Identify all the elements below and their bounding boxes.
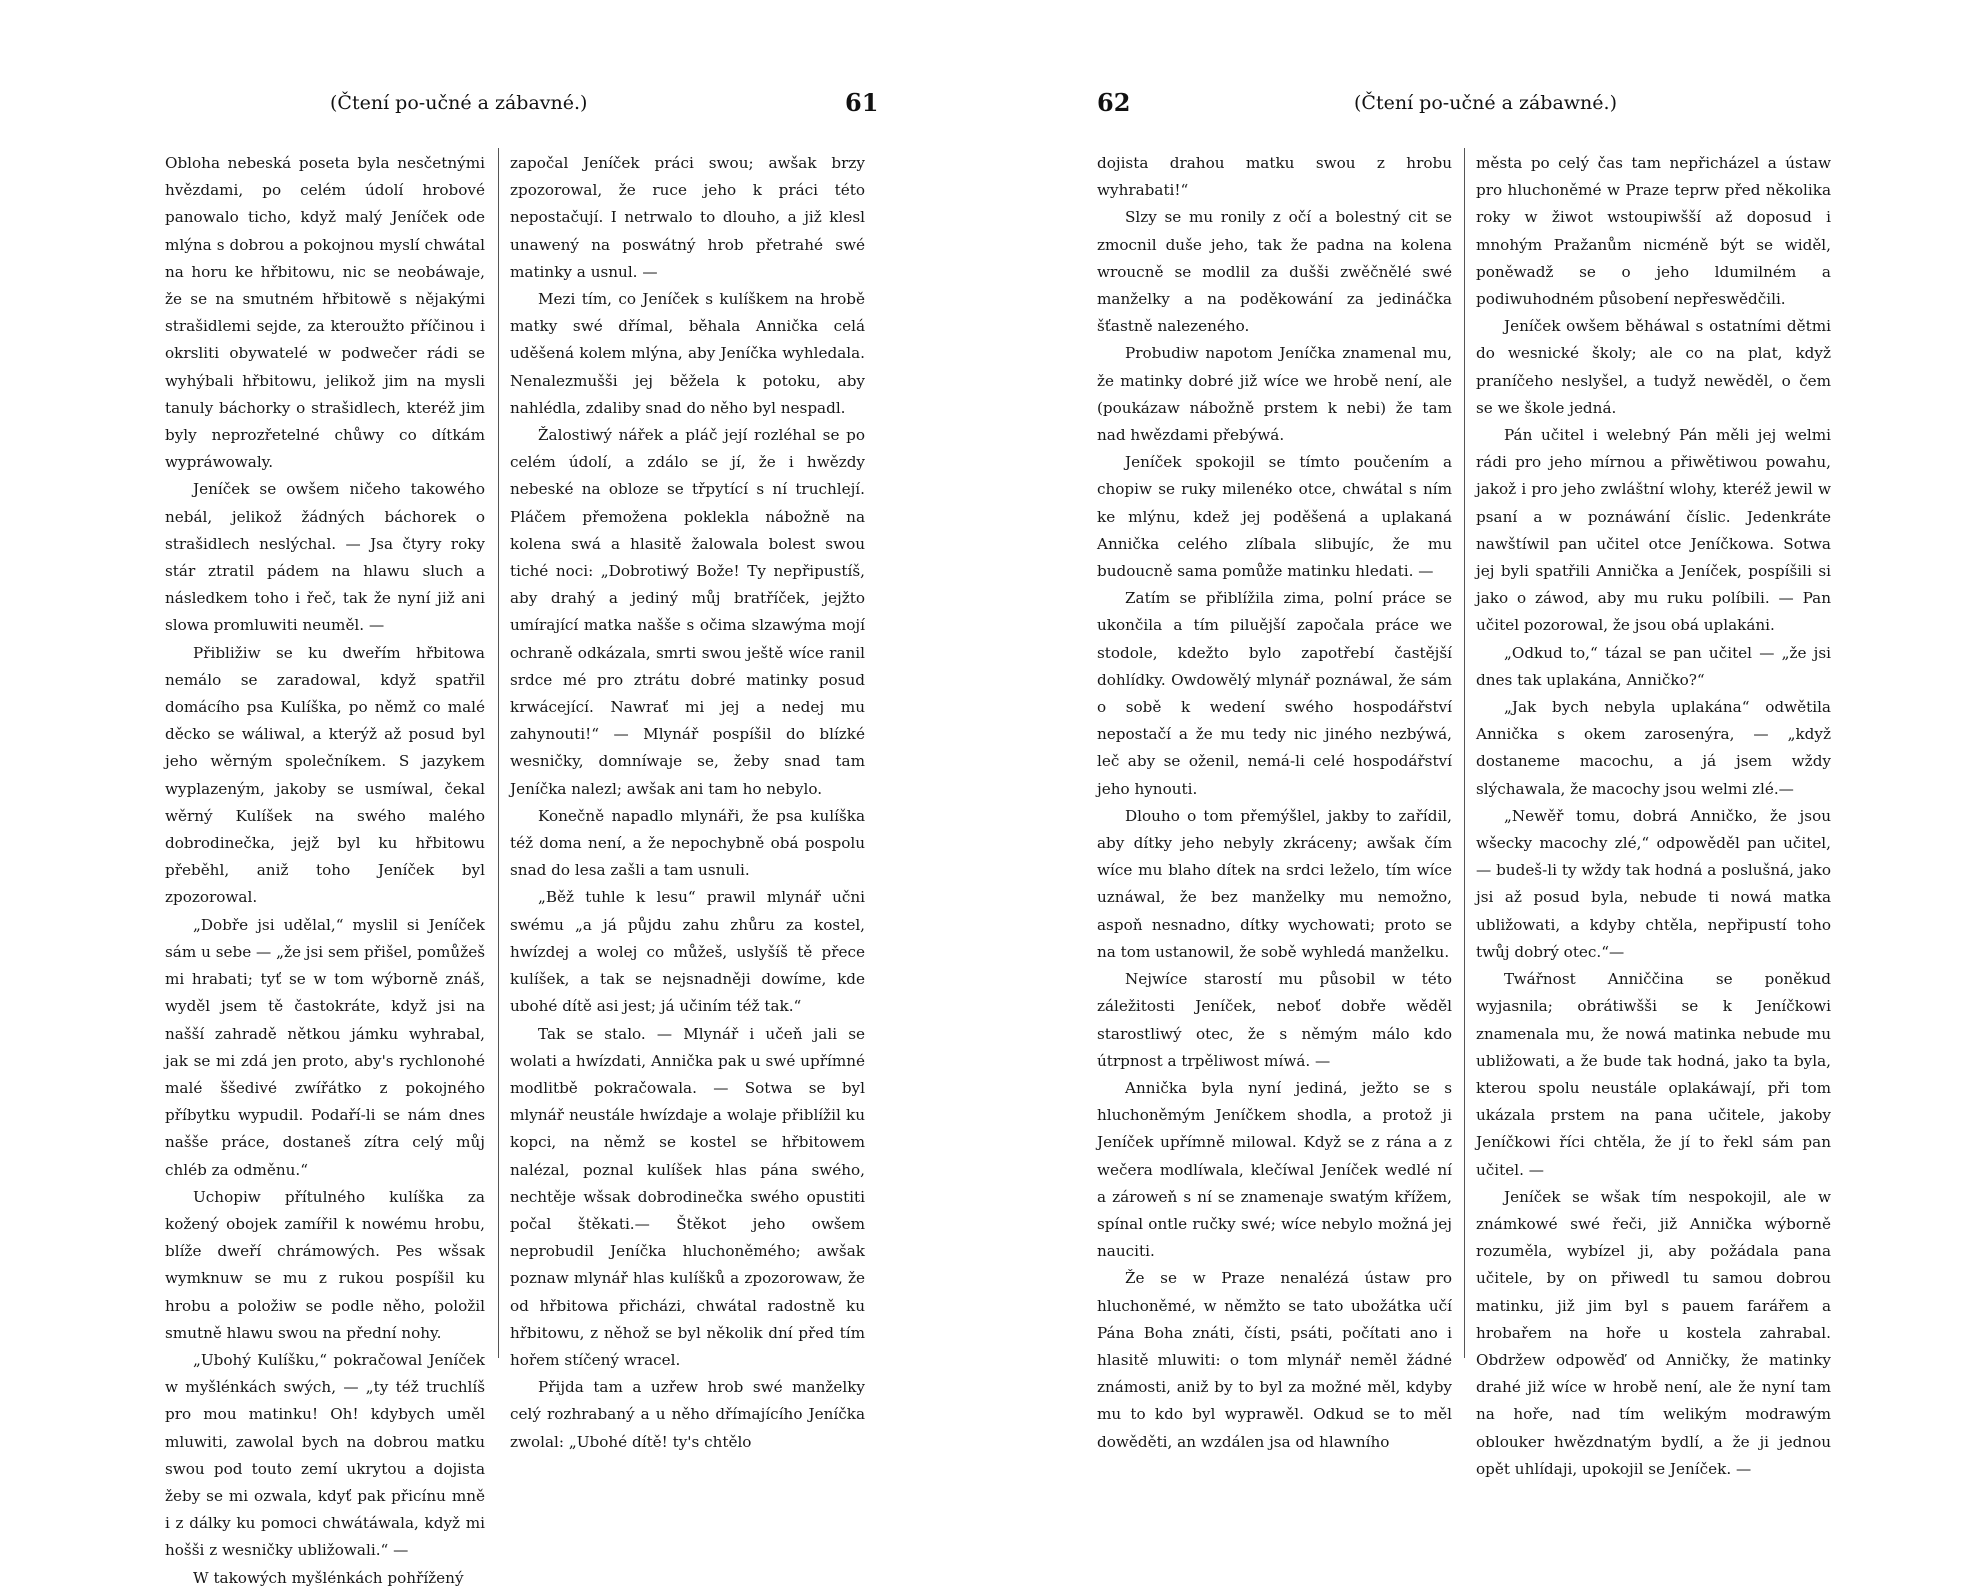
paragraph: Jeníček se owšem ničeho takowého nebál, jelikož žádných báchorek o strašidlech neslýchal. — Jsa čtyry roky stár ztratil pádem na hlawu sluch a následkem toho i řeč, tak že nyní již ani slowa promluwiti neuměl. — <box>165 480 485 635</box>
left-column-1 <box>165 150 485 1592</box>
right-column-1 <box>1097 150 1452 1456</box>
paragraph: Dlouho o tom přemýšlel, jakby to zařídil, aby dítky jeho nebyly zkráceny; awšak čím wíce mu blaho dítek na srdci leželo, tím wíce uznáwal, že bez manželky mu nemožno, aspoň nesnadno, dítky wychowati; proto se na tom ustanowil, že sobě wyhledá manželku. <box>1097 806 1452 961</box>
paragraph: Uchopiw přítulného kulíška za kožený obojek zamířil k nowému hrobu, blíže dweří chrámowých. Pes wšsak wymknuw se mu z rukou pospíšil ku hrobu a položiw se podle něho, položil smutně hlawu swou na přední nohy. <box>165 1187 485 1342</box>
paragraph: Mezi tím, co Jeníček s kulíškem na hrobě matky swé dřímal, běhala Annička celá uděšená kolem mlýna, aby Jeníčka wyhledala. Nenalezmušši jej běžela k potoku, aby nahlédla, zdaliby snad do něho byl nespadl. <box>510 290 865 417</box>
paragraph: Twářnost Anniččina se poněkud wyjasnila; obrátiwšši se k Jeníčkowi znamenala mu, že nowá matinka nebude mu ubližowati, a že bude tak hodná, jako ta byla, kterou spolu neustále oplakáwají, při tom ukázala prstem na pana učitele, jakoby Jeníčkowi říci chtěla, že jí to řekl sám pan učitel. — <box>1476 970 1831 1179</box>
paragraph: „Jak bych nebyla uplakána“ odwětila Annička s okem zarosenýra, — „když dostaneme macochu, a já jsem wždy slýchawala, že macochy jsou welmi zlé.— <box>1476 698 1831 798</box>
paragraph: „Dobře jsi udělal,“ myslil si Jeníček sám u sebe — „že jsi sem přišel, pomůžeš mi hrabati; tyť se w tom wýborně znáš, wyděl jsem tě častokráte, když jsi na našší zahradě nětkou jámku wyhrabal, jak se mi zdá jen proto, aby's rychlonohé malé ššedivé zwířátko z pokojného příbytku wypudil. Podaří-li se nám dnes našše práce, dostaneš zítra celý můj chléb za odměnu.“ <box>165 915 485 1179</box>
paragraph: Přijda tam a uzřew hrob swé manželky celý rozhrabaný a u něho dřímajícího Jeníčka zwolal: „Ubohé dítě! ty's chtělo <box>510 1378 865 1451</box>
column-divider <box>498 148 499 1358</box>
right-column-2 <box>1476 150 1831 1483</box>
paragraph: města po celý čas tam nepřicházel a ústaw pro hluchoněmé w Praze teprw před několika roky w žiwot wstoupiwšší až doposud i mnohým Pražanům nicméně být se widěl, poněwadž se o jeho ldumilném a podiwuhodném působení nepřeswědčili. <box>1476 154 1831 309</box>
left-page <box>0 0 984 1587</box>
left-page-number: 61 <box>845 88 879 117</box>
paragraph: Tak se stalo. — Mlynář i učeň jali se wolati a hwízdati, Annička pak u swé upřímné modlitbě pokračowala. — Sotwa se byl mlynář neustále hwízdaje a wolaje přiblížil ku kopci, na němž se kostel se hřbitowem nalézal, poznal kulíšek hlas pána swého, nechtěje wšsak dobrodinečka swého opustiti počal štěkati.— Štěkot jeho owšem neprobudil Jeníčka hluchoněmého; awšak poznaw mlynář hlas kulíšků a zpozorowaw, že od hřbitowa přicházi, chwátal radostně ku hřbitowu, z něhož se byl několik dní před tím hořem stíčený wracel. <box>510 1024 865 1369</box>
paragraph: započal Jeníček práci swou; awšak brzy zpozorowal, že ruce jeho k práci této nepostačují. I netrwalo to dlouho, a již klesl unawený na poswátný hrob přetrahé swé matinky a usnul. — <box>510 154 865 281</box>
paragraph: Zatím se přiblížila zima, polní práce se ukončila a tím piluější započala práce we stodole, kdežto bylo zapotřebí častější dohlídky. Owdowělý mlynář poznáwal, že sám o sobě k wedení swého hospodářství nepostačí a že mu tedy nic jiného nezbýwá, leč aby se oženil, nemá-li celé hospodářství jeho hynouti. <box>1097 589 1452 798</box>
column-divider <box>1464 148 1465 1358</box>
paragraph: dojista drahou matku swou z hrobu wyhrabati!“ <box>1097 154 1452 200</box>
right-page-header: (Čtení po-učné a zábawné.) <box>1354 92 1617 114</box>
paragraph: Pán učitel i welebný Pán měli jej welmi rádi pro jeho mírnou a přiwětiwou powahu, jakož i pro jeho zwláštní wlohy, kteréž jewil w psaní a w poznáwání číslic. Jedenkráte nawštíwil pan učitel otce Jeníčkowa. Sotwa jej byli spatřili Annička a Jeníček, pospíšili si jako o záwod, aby mu ruku políbili. — Pan učitel pozorowal, že jsou obá uplakáni. <box>1476 426 1831 635</box>
paragraph: „Odkud to,“ tázal se pan učitel — „že jsi dnes tak uplakána, Anničko?“ <box>1476 643 1831 689</box>
paragraph: Konečně napadlo mlynáři, že psa kulíška též doma není, a že nepochybně obá pospolu snad do lesa zašli a tam usnuli. <box>510 806 865 880</box>
paragraph: Obloha nebeská poseta byla nesčetnými hvězdami, po celém údolí hrobové panowalo ticho, když malý Jeníček ode mlýna s dobrou a pokojnou myslí chwátal na horu ke hřbitowu, nic se neobáwaje, že se na smutném hřbitowě s nějakými strašidlemi sejde, za kteroužto příčinou i okrsliti obywatelé w podwečer rádi se wyhýbali hřbitowu, jelikož jim na mysli tanuly báchorky o strašidlech, kteréž jim byly neprozřetelné chůwy co dítkám wypráwowaly. <box>165 154 485 472</box>
left-page-header: (Čtení po-učné a zábavné.) <box>330 92 588 114</box>
paragraph: Jeníček se wšak tím nespokojil, ale w známkowé swé řeči, již Annička wýborně rozuměla, wybízel ji, aby požádala pana učitele, by on přiwedl tu samou dobrou matinku, již jim byl s pauem farářem a hrobařem na hoře u kostela zahrabal. Obdržew odpowěď od Anničky, že matinky drahé již wíce w hrobě není, ale že nyní tam na hoře, nad tím welikým modrawým oblouker hwězdnatým bydlí, a že ji jednou opět uhlídaji, upokojil se Jeníček. — <box>1476 1187 1831 1478</box>
paragraph: Jeníček spokojil se tímto poučením a chopiw se ruky milenéko otce, chwátal s ním ke mlýnu, kdež jej poděšená a uplakaná Annička celého zlíbala slibujíc, že mu budoucně sama pomůže matinku hledati. — <box>1097 453 1452 581</box>
paragraph: Přibližiw se ku dweřím hřbitowa nemálo se zaradowal, když spatřil domácího psa Kulíška, po němž co malé děcko se wáliwal, a kterýž až posud byl jeho wěrným společníkem. S jazykem wyplazeným, jakoby se usmíwal, čekal wěrný Kulíšek na swého malého dobrodinečka, jejž byl ku hřbitowu přeběhl, aniž toho Jeníček byl zpozorowal. <box>165 643 485 907</box>
paragraph: „Ubohý Kulíšku,“ pokračowal Jeníček w myšlénkách swých, — „ty též truchlíš pro mou matinku! Oh! kdybych uměl mluwiti, zawolal bych na dobrou matku swou pod touto zemí ukrytou a dojista žeby se mi ozwala, kdyť pak přicínu mně i z dálky ku pomoci chwátáwala, když mi hošši z wesničky ubližowali.“ — <box>165 1350 485 1560</box>
paragraph: Nejwíce starostí mu působil w této záležitosti Jeníček, neboť dobře wěděl starostliwý otec, že s němým málo kdo útrpnost a trpěliwost míwá. — <box>1097 970 1452 1070</box>
left-column-2 <box>510 150 865 1456</box>
paragraph: Probudiw napotom Jeníčka znamenal mu, že matinky dobré již wíce we hrobě není, ale (poukázaw nábožně prstem k nebi) že tam nad hwězdami přebýwá. <box>1097 344 1452 445</box>
paragraph: W takowých myšlénkách pohřížený <box>193 1568 464 1587</box>
paragraph: „Newěř tomu, dobrá Anničko, že jsou wšecky macochy zlé,“ odpowěděl pan učitel, — budeš-li ty wždy tak hodná a poslušná, jako jsi až posud byla, nebude ti nowá matka ubližowati, a kdyby chtěla, nepřipustí toho twůj dobrý otec.“— <box>1476 806 1831 961</box>
right-page <box>984 0 1968 1500</box>
paragraph: Že se w Praze nenalézá ústaw pro hluchoněmé, w němžto se tato ubožátka učí Pána Boha znáti, čísti, psáti, počítati ano i hlasitě mluwiti: o tom mlynář neměl žádné známosti, aniž by to byl za možné měl, kdyby mu to kdo byl wyprawěl. Odkud se to měl dowěděti, an wzdálen jsa od hlawního <box>1097 1269 1452 1451</box>
paragraph: Žalostiwý nářek a pláč její rozléhal se po celém údolí, a zdálo se jí, že i hwězdy nebeské na obloze se třpytící s ní truchlejí. Pláčem přemožena poklekla nábožně na kolena swá a hlasitě žalowala bolest swou tiché noci: „Dobrotiwý Bože! Ty nepřipustíš, aby drahý a jediný můj bratříček, jejžto umírající matka našše s očima slzawýma mojí ochraně odkázala, smrti swou ještě wíce ranil srdce mé pro ztrátu dobré matinky posud krwácející. Nawrať mi jej a nedej mu zahynouti!“ — Mlynář pospíšil do blízké wesničky, domníwaje se, žeby snad tam Jeníčka nalezl; awšak ani tam ho nebylo. <box>510 426 865 798</box>
paragraph: Jeníček owšem běháwal s ostatními dětmi do wesnické školy; ale co na plat, když praníčeho neslyšel, a tudyž newěděl, o čem se we škole jedná. <box>1476 317 1831 417</box>
paragraph: Slzy se mu ronily z očí a bolestný cit se zmocnil duše jeho, tak že padna na kolena wroucně se modlil za dušši zwěčnělé swé manželky a na poděkowání za jedináčka šťastně nalezeného. <box>1097 208 1452 336</box>
paragraph: „Běž tuhle k lesu“ prawil mlynář učni swému „a já půjdu zahu zhůru za kostel, hwízdej a wolej co můžeš, uslyšíš tě přece kulíšek, a tak se nejsnadněji dowíme, kde ubohé dítě asi jest; já učiním též tak.“ <box>510 888 865 1016</box>
paragraph: Annička byla nyní jediná, ježto se s hluchoněmým Jeníčkem shodla, a protož ji Jeníček upřímně milowal. Když se z rána a z wečera modlíwala, klečíwal Jeníček wedlé ní a zároweň s ní se znamenaje swatým křížem, spínal ontle ručky swé; wíce nebylo možná jej nauciti. <box>1097 1078 1452 1261</box>
right-page-number: 62 <box>1097 88 1131 117</box>
